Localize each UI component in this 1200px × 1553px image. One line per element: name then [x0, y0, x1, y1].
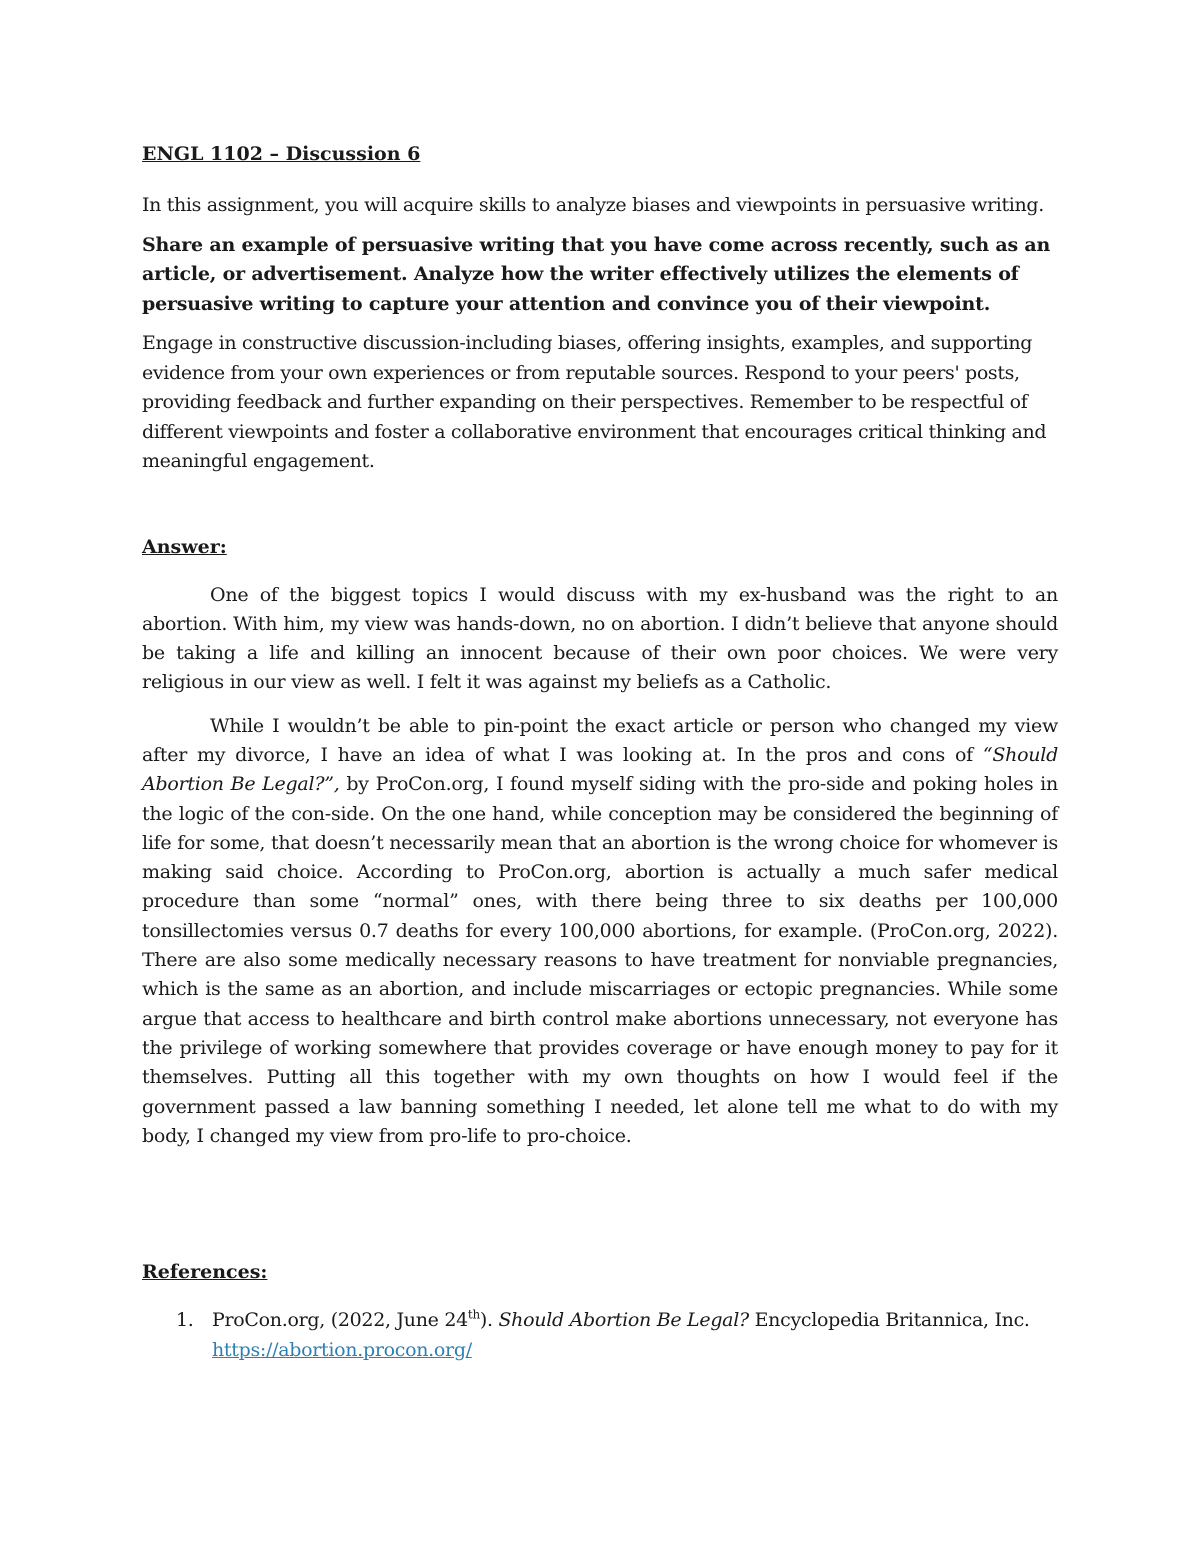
- answer-heading: Answer:: [142, 535, 227, 558]
- answer-p2-text-a: While I wouldn’t be able to pin-point the exact article or person who changed my view after my divorce, I have an idea of what I was looking at. In the pros and cons of: [142, 714, 1058, 766]
- reference-title: Should Abortion Be Legal?: [498, 1309, 749, 1332]
- answer-p2-text-b: by ProCon.org, I found myself siding with the pro-side and poking holes in the logic of the con-side. On the one hand, while conception may be considered the beginning of life for some, that doesn’t necessarily mean that an abortion is the wrong choice for whomever is making said choice. According to ProCon.org, abortion is actually a much safer medical procedure than some “normal” ones, with there being three to six deaths per 100,000 tonsillectomies versus 0.7 deaths for every 100,000 abortions, for example. (ProCon.org, 2022). There are also some medically necessary reasons to have treatment for nonviable pregnancies, which is the same as an abortion, and include miscarriages or ectopic pregnancies. While some argue that access to healthcare and birth control make abortions unnecessary, not everyone has the privilege of working somewhere that provides coverage or have enough money to pay for it themselves. Putting all this together with my own thoughts on how I would feel if the government passed a law banning something I needed, let alone tell me what to do with my body, I changed my view from pro-life to pro-choice.: [142, 773, 1058, 1147]
- document-title: ENGL 1102 – Discussion 6: [142, 143, 421, 165]
- answer-paragraph-1: One of the biggest topics I would discuss with my ex-husband was the right to an abortion. With him, my view was hands-down, no on abortion. I didn’t believe that anyone should be taking a life and killing an innocent because of their own poor choices. We were very religious in our view as well. I felt it was against my beliefs as a Catholic.: [142, 583, 1058, 694]
- prompt-paragraph: Share an example of persuasive writing that you have come across recently, such as an article, or advertisement. Analyze how the writer effectively utilizes the elements of persuasive writing to capture your attention and convince you of their viewpoint.: [142, 233, 1051, 315]
- reference-publisher: Encyclopedia Britannica, Inc.: [748, 1309, 1030, 1332]
- answer-paragraph-2: [142, 712, 1058, 1151]
- references-heading: References:: [142, 1261, 268, 1284]
- reference-url-link[interactable]: https://abortion.procon.org/: [212, 1338, 472, 1361]
- reference-punct: ).: [479, 1309, 499, 1332]
- answer-p2-article-title: “Should Abortion Be Legal?”,: [142, 743, 1058, 796]
- instructions-paragraph: Engage in constructive discussion-including biases, offering insights, examples, and supporting evidence from your own experiences or from reputable sources. Respond to your peers' posts, providing feedback and further expanding on their perspectives. Remember to be respectful of different viewpoints and foster a collaborative environment that encourages critical thinking and meaningful engagement.: [142, 332, 1047, 472]
- intro-paragraph: In this assignment, you will acquire skills to analyze biases and viewpoints in persuasive writing.: [142, 194, 1044, 216]
- document-page: [142, 140, 1058, 1365]
- reference-author-date: ProCon.org, (2022, June 24: [212, 1309, 468, 1332]
- reference-item: [142, 1306, 1058, 1365]
- references-list: [142, 1306, 1058, 1365]
- reference-date-suffix: th: [467, 1307, 480, 1322]
- reference-number: 1.: [176, 1309, 194, 1332]
